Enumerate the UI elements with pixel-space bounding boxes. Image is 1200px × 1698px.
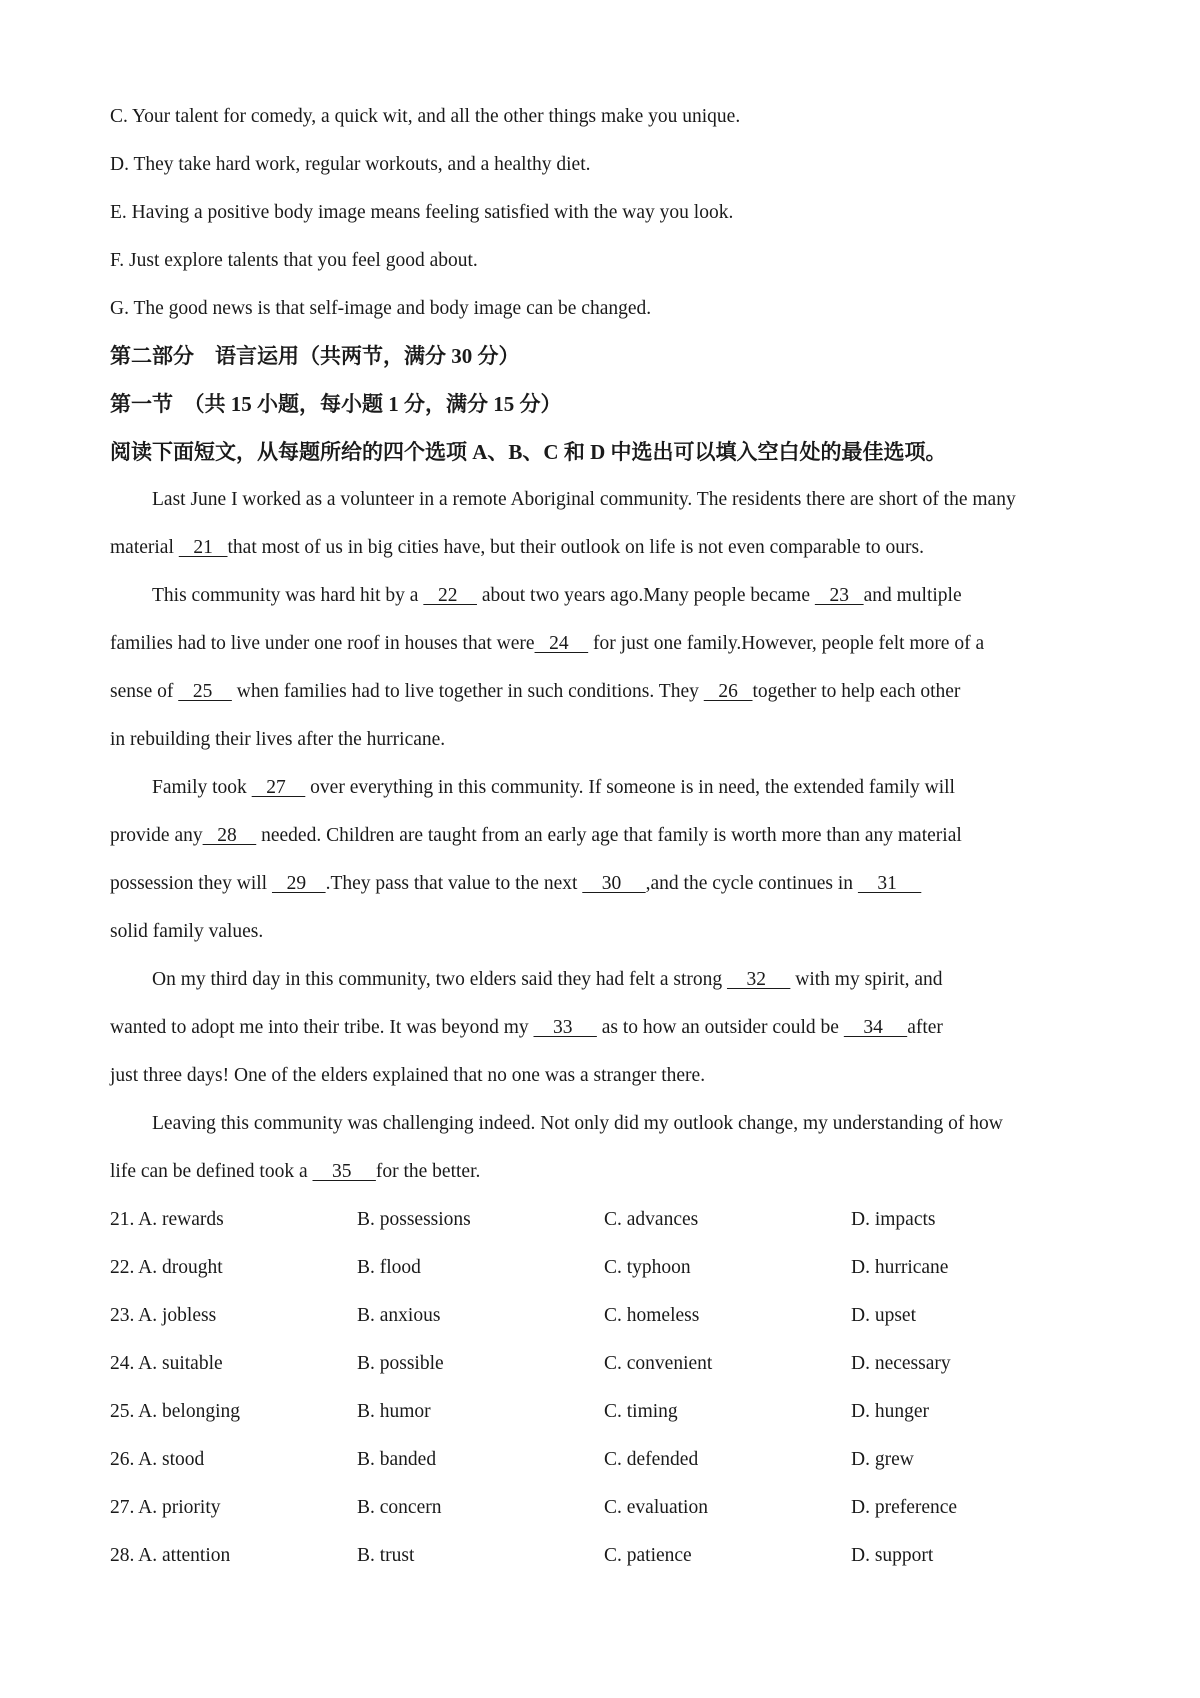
blank-23: 23 bbox=[814, 585, 864, 606]
question-26 bbox=[110, 1448, 1100, 1472]
part-title: 第二部分 语言运用（共两节，满分 30 分） bbox=[110, 344, 520, 368]
passage-line bbox=[152, 776, 1102, 800]
choice-b: B. humor bbox=[357, 1401, 431, 1422]
choice-c: C. advances bbox=[604, 1209, 699, 1230]
passage-text: sense of bbox=[110, 681, 179, 702]
passage-text: families had to live under one roof in houses that were bbox=[110, 633, 535, 654]
choice-d: D. support bbox=[851, 1545, 934, 1566]
passage-text: and multiple bbox=[863, 585, 962, 606]
passage-text: provide any bbox=[110, 825, 203, 846]
passage-text: over everything in this community. If someone is in need, the extended family will bbox=[305, 777, 955, 798]
choice-d: D. hunger bbox=[851, 1401, 929, 1422]
choice-a: 24. A. suitable bbox=[110, 1353, 223, 1374]
passage-line: just three days! One of the elders explained that no one was a stranger there. bbox=[110, 1065, 706, 1086]
blank-34: 34 bbox=[843, 1017, 908, 1038]
option-g: G. The good news is that self-image and body image can be changed. bbox=[110, 298, 652, 319]
blank-29: 29 bbox=[271, 873, 326, 894]
passage-text: .They pass that value to the next bbox=[325, 873, 583, 894]
choice-d: D. impacts bbox=[851, 1209, 936, 1230]
option-c: C. Your talent for comedy, a quick wit, and all the other things make you unique. bbox=[110, 106, 741, 127]
choice-b: B. possessions bbox=[357, 1209, 471, 1230]
choice-c: C. timing bbox=[604, 1401, 678, 1422]
passage-text: for just one family.However, people felt more of a bbox=[588, 633, 985, 654]
sub-title: 第一节 （共 15 小题，每小题 1 分，满分 15 分） bbox=[110, 392, 562, 416]
passage-text: needed. Children are taught from an early age that family is worth more than any material bbox=[256, 825, 962, 846]
blank-28: 28 bbox=[202, 825, 257, 846]
passage-line bbox=[110, 536, 1100, 560]
blank-25: 25 bbox=[178, 681, 232, 702]
passage-line bbox=[110, 1016, 1100, 1040]
passage-text: for the better. bbox=[375, 1161, 481, 1182]
choice-d: D. upset bbox=[851, 1305, 916, 1326]
choice-c: C. typhoon bbox=[604, 1257, 691, 1278]
passage-text: when families had to live together in such conditions. They bbox=[231, 681, 704, 702]
question-28 bbox=[110, 1544, 1100, 1568]
option-e: E. Having a positive body image means feeling satisfied with the way you look. bbox=[110, 202, 734, 223]
question-22 bbox=[110, 1256, 1100, 1280]
passage-line bbox=[152, 968, 1102, 992]
choice-a: 26. A. stood bbox=[110, 1449, 205, 1470]
blank-27: 27 bbox=[251, 777, 306, 798]
choice-c: C. evaluation bbox=[604, 1497, 708, 1518]
option-d: D. They take hard work, regular workouts, and a healthy diet. bbox=[110, 154, 591, 175]
choice-d: D. hurricane bbox=[851, 1257, 949, 1278]
blank-32: 32 bbox=[726, 969, 791, 990]
choice-b: B. concern bbox=[357, 1497, 442, 1518]
passage-line: Leaving this community was challenging indeed. Not only did my outlook change, my understanding of how bbox=[152, 1113, 1003, 1134]
choice-b: B. trust bbox=[357, 1545, 415, 1566]
question-23 bbox=[110, 1304, 1100, 1328]
choice-c: C. homeless bbox=[604, 1305, 700, 1326]
passage-text: together to help each other bbox=[752, 681, 961, 702]
blank-22: 22 bbox=[423, 585, 477, 606]
question-27 bbox=[110, 1496, 1100, 1520]
blank-21: 21 bbox=[178, 537, 228, 558]
choice-b: B. banded bbox=[357, 1449, 437, 1470]
choice-b: B. anxious bbox=[357, 1305, 441, 1326]
question-24 bbox=[110, 1352, 1100, 1376]
passage-line bbox=[110, 872, 1100, 896]
choice-d: D. necessary bbox=[851, 1353, 951, 1374]
passage-line bbox=[110, 1160, 1100, 1184]
blank-33: 33 bbox=[533, 1017, 597, 1038]
passage-text: that most of us in big cities have, but their outlook on life is not even comparable to ours. bbox=[227, 537, 924, 558]
passage-line bbox=[110, 824, 1100, 848]
passage-text: about two years ago.Many people became bbox=[476, 585, 815, 606]
option-f: F. Just explore talents that you feel good about. bbox=[110, 250, 478, 271]
passage-line bbox=[110, 680, 1100, 704]
passage-text: wanted to adopt me into their tribe. It was beyond my bbox=[110, 1017, 534, 1038]
passage-text: This community was hard hit by a bbox=[152, 585, 424, 606]
choice-a: 27. A. priority bbox=[110, 1497, 221, 1518]
blank-24: 24 bbox=[534, 633, 589, 654]
passage-line: in rebuilding their lives after the hurricane. bbox=[110, 729, 446, 750]
choice-a: 28. A. attention bbox=[110, 1545, 231, 1566]
blank-30: 30 bbox=[582, 873, 646, 894]
blank-31: 31 bbox=[857, 873, 922, 894]
passage-line: solid family values. bbox=[110, 921, 264, 942]
choice-b: B. possible bbox=[357, 1353, 444, 1374]
question-21 bbox=[110, 1208, 1100, 1232]
choice-c: C. defended bbox=[604, 1449, 699, 1470]
choice-b: B. flood bbox=[357, 1257, 421, 1278]
choice-c: C. convenient bbox=[604, 1353, 713, 1374]
passage-text: with my spirit, and bbox=[790, 969, 943, 990]
passage-line: Last June I worked as a volunteer in a remote Aboriginal community. The residents there are short of the many bbox=[152, 489, 1016, 510]
passage-text: material bbox=[110, 537, 179, 558]
choice-d: D. grew bbox=[851, 1449, 914, 1470]
passage-line bbox=[110, 632, 1100, 656]
choice-c: C. patience bbox=[604, 1545, 692, 1566]
choice-a: 22. A. drought bbox=[110, 1257, 223, 1278]
passage-text: ,and the cycle continues in bbox=[645, 873, 858, 894]
passage-text: possession they will bbox=[110, 873, 272, 894]
blank-35: 35 bbox=[312, 1161, 376, 1182]
choice-d: D. preference bbox=[851, 1497, 958, 1518]
passage-text: life can be defined took a bbox=[110, 1161, 313, 1182]
choice-a: 25. A. belonging bbox=[110, 1401, 240, 1422]
blank-26: 26 bbox=[703, 681, 753, 702]
passage-text: as to how an outsider could be bbox=[596, 1017, 844, 1038]
passage-text: Family took bbox=[152, 777, 252, 798]
passage-line bbox=[152, 584, 1102, 608]
question-25 bbox=[110, 1400, 1100, 1424]
passage-text: after bbox=[907, 1017, 943, 1038]
passage-text: On my third day in this community, two elders said they had felt a strong bbox=[152, 969, 727, 990]
choice-a: 21. A. rewards bbox=[110, 1209, 224, 1230]
instruction: 阅读下面短文，从每题所给的四个选项 A、B、C 和 D 中选出可以填入空白处的最佳选项。 bbox=[110, 440, 947, 464]
choice-a: 23. A. jobless bbox=[110, 1305, 217, 1326]
